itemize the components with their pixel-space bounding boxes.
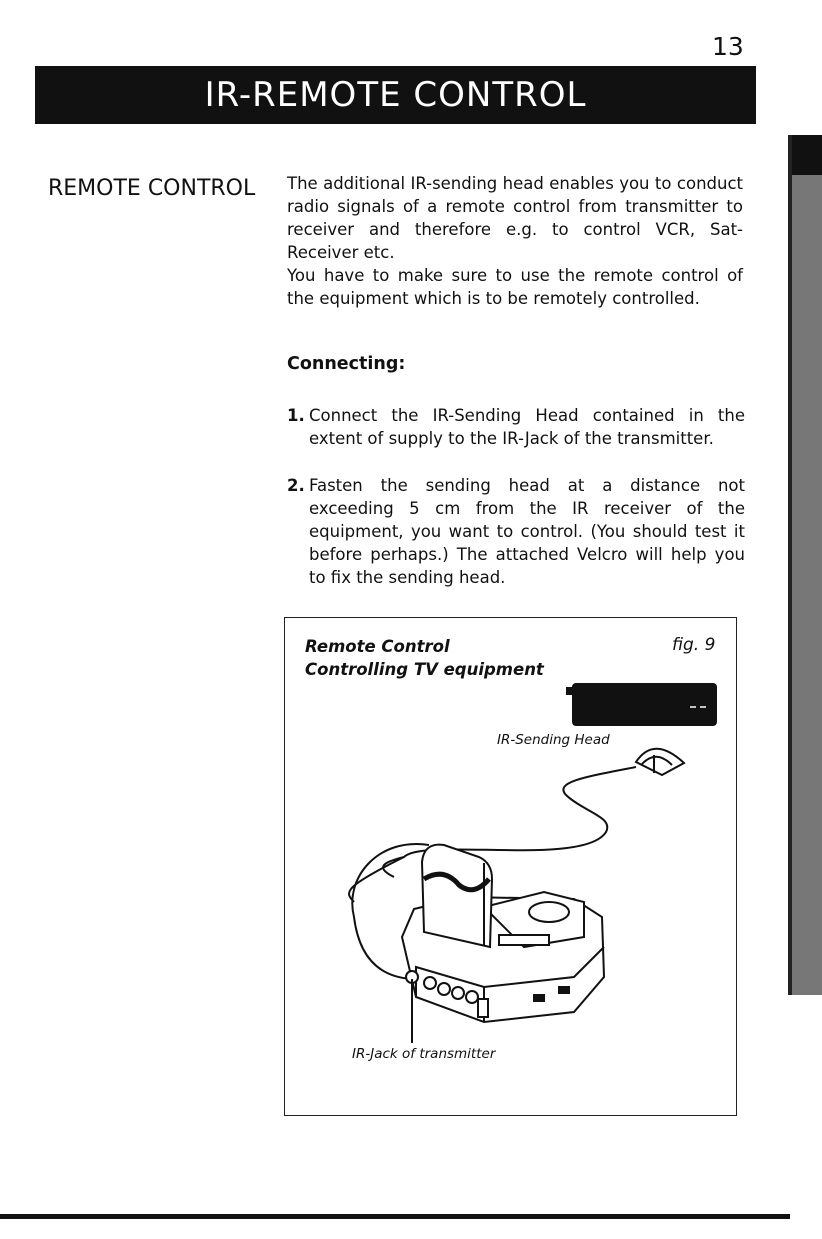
figure-illustration [284,617,737,1116]
transmitter-device-icon [402,845,604,1022]
figure-title-1: Remote Control [305,637,450,656]
connecting-heading: Connecting: [287,354,406,374]
intro-paragraph-2: You have to make sure to use the remote control of the equipment which is to be remotely controlled. [287,266,743,308]
page-edge-right [788,135,822,995]
intro-text [287,172,743,310]
ir-sending-head-icon [636,749,684,775]
figure-number: fig. 9 [672,635,716,655]
label-ir-jack: IR-Jack of transmitter [352,1046,496,1062]
step-number: 2. [287,476,305,495]
figure-title-2: Controlling TV equipment [305,660,544,679]
step-1 [287,404,745,450]
title-bar [35,66,756,124]
page-title: IR-REMOTE CONTROL [204,75,587,115]
page-edge-bottom [0,1212,790,1224]
step-text: Connect the IR-Sending Head contained in the extent of supply to the IR-Jack of the transmitter. [309,406,745,448]
page-number: 13 [712,32,744,61]
step-2 [287,474,745,589]
vcr-device-icon [566,683,717,726]
step-number: 1. [287,406,305,425]
intro-paragraph-1: The additional IR-sending head enables you to conduct radio signals of a remote control from transmitter to receiver and therefore e.g. to control VCR, Sat-Receiver etc. [287,174,743,262]
label-sending-head: IR-Sending Head [497,732,610,748]
step-text: Fasten the sending head at a distance not exceeding 5 cm from the IR receiver of the equipment, you want to control. (You should test it before perhaps.) The attached Velcro will help you to fix the sending head. [309,476,745,587]
section-label: REMOTE CONTROL [48,176,256,201]
